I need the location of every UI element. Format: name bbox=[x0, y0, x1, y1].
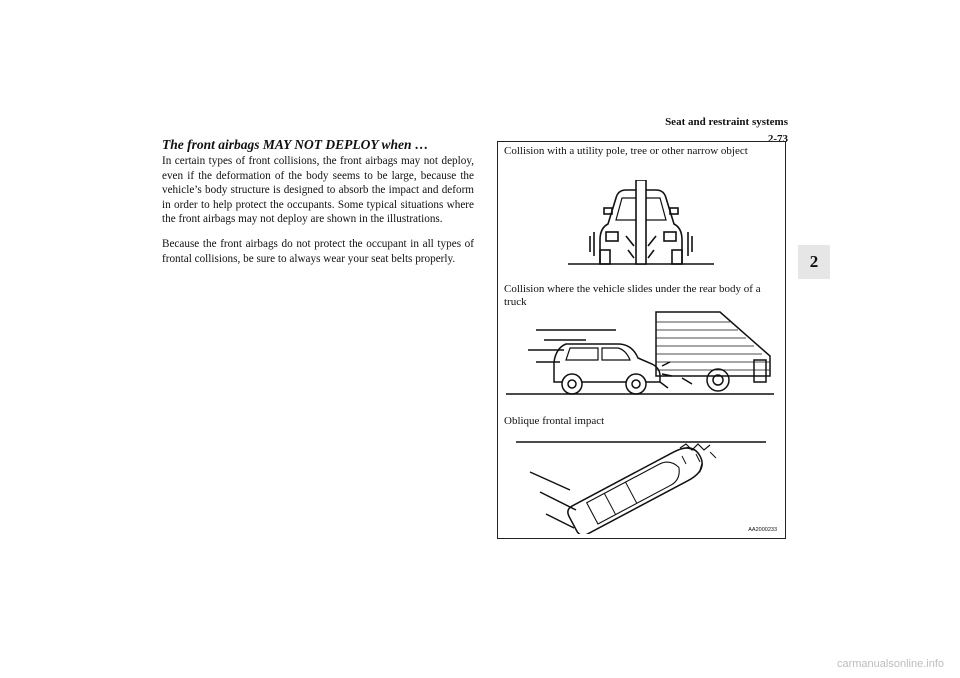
truck-underride-illustration bbox=[506, 310, 778, 402]
narrow-object-collision-illustration bbox=[560, 180, 722, 270]
body-column bbox=[162, 137, 474, 276]
section-title: The front airbags MAY NOT DEPLOY when … bbox=[162, 137, 429, 152]
page-number: 2-73 bbox=[767, 133, 788, 145]
illustration-panel bbox=[497, 141, 786, 539]
paragraph-2: Because the front airbags do not protect the occupant in all types of frontal collisions, be sure to always wear your seat belts properly. bbox=[162, 237, 474, 265]
running-header: Seat and restraint systems bbox=[665, 116, 788, 128]
caption-oblique-impact: Oblique frontal impact bbox=[504, 415, 605, 427]
figure-code: AA2000233 bbox=[748, 527, 777, 533]
site-watermark: carmanualsonline.info bbox=[836, 658, 944, 670]
oblique-impact-illustration bbox=[510, 438, 772, 534]
paragraph-1: In certain types of front collisions, the front airbags may not deploy, even if the deformation of the body seems to be large, because the vehicle’s body structure is designed to absorb the impact and deform in order to help protect the occupants. Some typical situations where the front airbags may not deploy are shown in the illustrations. bbox=[162, 155, 474, 226]
caption-narrow-object: Collision with a utility pole, tree or other narrow object bbox=[504, 145, 748, 157]
caption-truck-underride: Collision where the vehicle slides under the rear body of a truck bbox=[504, 283, 761, 308]
chapter-tab: 2 bbox=[798, 245, 830, 279]
